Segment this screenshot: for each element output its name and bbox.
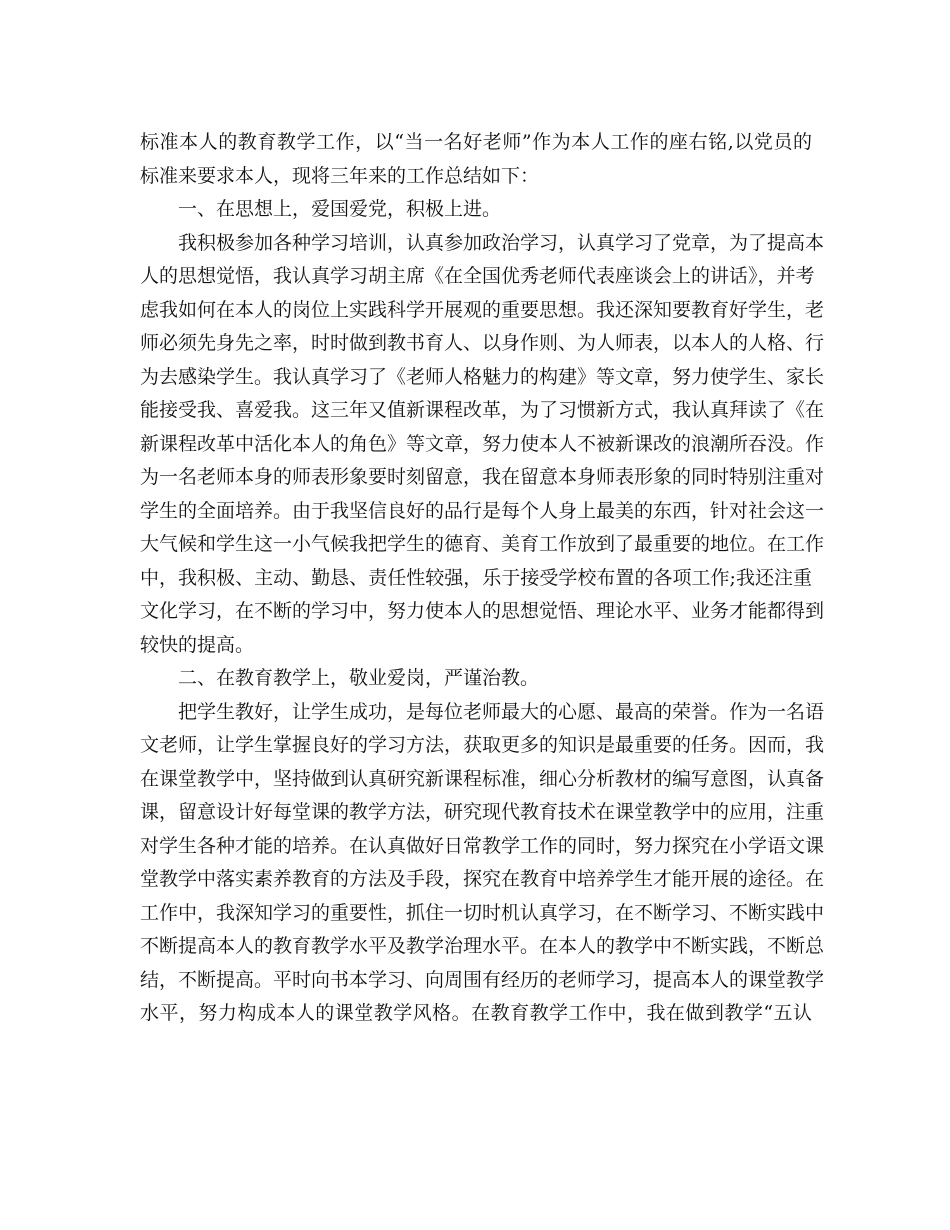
text-line: 中，我积极、主动、勤恳、责任性较强，乐于接受学校布置的各项工作;我还注重: [140, 566, 812, 589]
text-line: 工作中，我深知学习的重要性，抓住一切时机认真学习，在不断学习、不断实践中: [140, 901, 825, 924]
text-line: 课，留意设计好每堂课的教学方法，研究现代教育技术在课堂教学中的应用，注重: [140, 801, 825, 823]
text-line: 人的思想觉悟，我认真学习胡主席《在全国优秀老师代表座谈会上的讲话》，并考: [140, 265, 815, 287]
text-line: 虑我如何在本人的岗位上实践科学开展观的重要思想。我还深知要教育好学生，老: [140, 298, 825, 321]
text-line: 师必须先身先之率，时时做到教书育人、以身作则、为人师表，以本人的人格、行: [140, 332, 825, 354]
text-line: 为一名老师本身的师表形象要时刻留意，我在留意本身师表形象的同时特别注重对: [140, 466, 825, 488]
text-line: 我积极参加各种学习培训，认真参加政治学习，认真学习了党章，为了提高本: [178, 231, 825, 254]
text-line: 大气候和学生这一小气候我把学生的德育、美育工作放到了最重要的地位。在工作: [140, 533, 825, 555]
text-line: 对学生各种才能的培养。在认真做好日常教学工作的同时，努力探究在小学语文课: [140, 834, 825, 857]
text-line: 文老师，让学生掌握良好的学习方法，获取更多的知识是最重要的任务。因而，我: [140, 734, 825, 756]
document-body: [140, 126, 825, 1031]
text-line: 标准来要求本人，现将三年来的工作总结如下：: [140, 164, 540, 187]
text-line: 结，不断提高。平时向书本学习、向周围有经历的老师学习，提高本人的课堂教学: [140, 968, 825, 991]
section-heading: 一、在思想上，爱国爱党，积极上进。: [178, 198, 502, 220]
text-line: 不断提高本人的教育教学水平及教学治理水平。在本人的教学中不断实践，不断总: [140, 935, 825, 957]
text-line: 较快的提高。: [140, 633, 255, 656]
text-line: 堂教学中落实素养教育的方法及手段，探究在教育中培养学生才能开展的途径。在: [140, 868, 825, 890]
text-line: 水平，努力构成本人的课堂教学风格。在教育教学工作中，我在做到教学“五认: [140, 1002, 812, 1024]
text-line: 能接受我、喜爱我。这三年又值新课程改革，为了习惯新方式，我认真拜读了《在: [140, 399, 825, 421]
text-line: 把学生教好，让学生成功，是每位老师最大的心愿、最高的荣誉。作为一名语: [178, 700, 825, 723]
text-line: 标准本人的教育教学工作，以“当一名好老师”作为本人工作的座右铭,以党员的: [140, 131, 812, 153]
text-line: 新课程改革中活化本人的角色》等文章，努力使本人不被新课改的浪潮所吞没。作: [140, 432, 825, 455]
section-heading: 二、在教育教学上，敬业爱岗，严谨治教。: [178, 667, 540, 689]
text-line: 学生的全面培养。由于我坚信良好的品行是每个人身上最美的东西，针对社会这一: [140, 499, 825, 522]
text-line: 为去感染学生。我认真学习了《老师人格魅力的构建》等文章，努力使学生、家长: [140, 365, 825, 388]
text-line: 在课堂教学中，坚持做到认真研究新课程标准，细心分析教材的编写意图，认真备: [140, 767, 825, 790]
text-line: 文化学习，在不断的学习中，努力使本人的思想觉悟、理论水平、业务才能都得到: [140, 600, 825, 622]
